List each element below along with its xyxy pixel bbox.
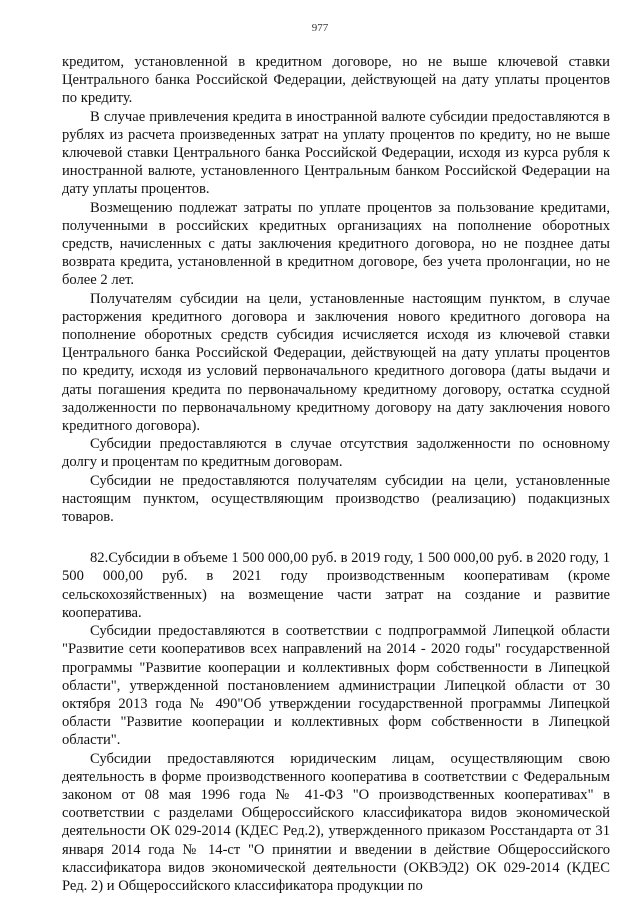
paragraph: Субсидии предоставляются в соответствии с подпрограммой Липецкой области "Развитие сети кооперативов всех направлений на 2014 - 2020 годы" государственной программы "Развитие кооперации и коллективных форм собственности в Липецкой области", утвержденной постановлением администрации Липецкой области от 30 октября 2013 года № 490"Об утверждении государственной программы Липецкой области "Развитие кооперации и коллективных форм собственности в Липецкой области". bbox=[62, 623, 610, 749]
paragraph: Субсидии предоставляются юридическим лицам, осуществляющим свою деятельность в форме производственного кооператива в соответствии с Федеральным законом от 08 мая 1996 года № 41-ФЗ "О производственных кооперативах" в соответствии с разделами Общероссийского классификатора видов экономической деятельности ОК 029-2014 (КДЕС Ред.2), утвержденного приказом Росстандарта от 31 января 2014 года № 14-ст "О принятии и введении в действие Общероссийского классификатора видов экономической деятельности (ОКВЭД2) ОК 029-2014 (КДЕС Ред. 2) и Общероссийского классификатора продукции по bbox=[62, 750, 610, 894]
paragraph: Субсидии не предоставляются получателям субсидии на цели, установленные настоящим пунктом, осуществляющим производство (реализацию) подакцизных товаров. bbox=[62, 472, 610, 526]
page-number: 977 bbox=[311, 22, 329, 34]
document-body bbox=[62, 53, 610, 895]
paragraph: кредитом, установленной в кредитном договоре, но не выше ключевой ставки Центрального банка Российской Федерации, действующей на дату уплаты процентов по кредиту. bbox=[62, 54, 610, 107]
paragraph: Получателям субсидии на цели, установленные настоящим пунктом, в случае расторжения кредитного договора и заключения нового кредитного договора на пополнение оборотных средств субсидия исчисляется исходя из ключевой ставки Центрального банка Российской Федерации, действующей на дату уплаты процентов по кредиту, исходя из условий первоначального кредитного договора (даты выдачи и даты погашения кредита по первоначальному кредитному договору, остатка ссудной задолженности по первоначальному кредитному договору на дату заключения нового кредитного договора). bbox=[62, 290, 610, 435]
paragraph: Субсидии предоставляются в случае отсутствия задолженности по основному долгу и процентам по кредитным договорам. bbox=[62, 436, 610, 471]
paragraph: В случае привлечения кредита в иностранной валюте субсидии предоставляются в рублях из расчета произведенных затрат на уплату процентов по кредиту, но не выше ключевой ставки Центрального банка Российской Федерации, исходя из курса рубля к иностранной валюте, установленного Центральным банком Российской Федерации на дату уплаты процентов. bbox=[62, 108, 610, 198]
paragraph-item-82: 82.Субсидии в объеме 1 500 000,00 руб. в 2019 году, 1 500 000,00 руб. в 2020 году, 1 500 000,00 руб. в 2021 году производственным кооперативам (кроме сельскохозяйственных) на возмещение части затрат на создание и развитие кооператива. bbox=[62, 550, 610, 621]
paragraph: Возмещению подлежат затраты по уплате процентов за пользование кредитами, полученными в российских кредитных организациях на пополнение оборотных средств, начисленных с даты заключения кредитного договора, но не позднее даты возврата кредита, установленной в кредитном договоре, без учета пролонгации, но не более 2 лет. bbox=[62, 199, 610, 289]
